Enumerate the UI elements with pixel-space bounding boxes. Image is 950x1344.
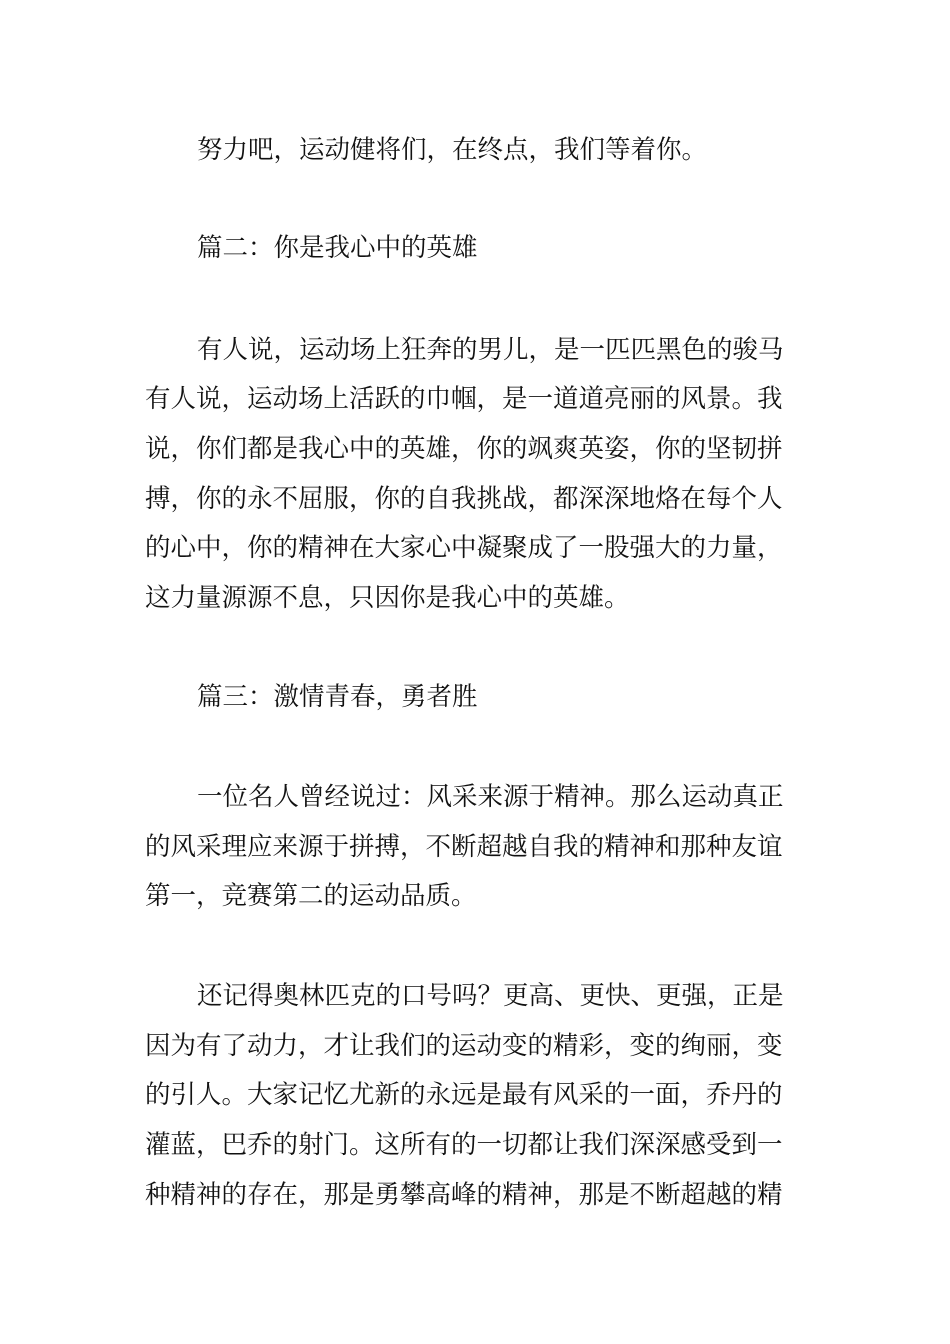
paragraph-line: 这力量源源不息，只因你是我心中的英雄。 [145, 583, 630, 613]
paragraph-line: 还记得奥林匹克的口号吗？更高、更快、更强，正是 [197, 981, 784, 1011]
paragraph-line: 的风采理应来源于拼搏，不断超越自我的精神和那种友谊 [145, 832, 783, 862]
paragraph-line: 有人说，运动场上活跃的巾帼，是一道道亮丽的风景。我 [145, 384, 783, 414]
paragraph-line: 灌蓝，巴乔的射门。这所有的一切都让我们深深感受到一 [145, 1130, 783, 1160]
paragraph-line: 的引人。大家记忆尤新的永远是最有风采的一面，乔丹的 [145, 1080, 783, 1110]
paragraph-line: 一位名人曾经说过：风采来源于精神。那么运动真正 [197, 782, 784, 812]
section-heading: 篇二：你是我心中的英雄 [197, 233, 478, 263]
section-heading: 篇三：激情青春，勇者胜 [197, 682, 478, 712]
paragraph-line: 有人说，运动场上狂奔的男儿，是一匹匹黑色的骏马 [197, 335, 784, 365]
paragraph-line: 搏，你的永不屈服，你的自我挑战，都深深地烙在每个人 [145, 484, 783, 514]
paragraph-line: 努力吧，运动健将们，在终点，我们等着你。 [197, 135, 708, 165]
paragraph-line: 种精神的存在，那是勇攀高峰的精神，那是不断超越的精 [145, 1180, 783, 1210]
paragraph-line: 说，你们都是我心中的英雄，你的飒爽英姿，你的坚韧拼 [145, 434, 783, 464]
paragraph-line: 的心中，你的精神在大家心中凝聚成了一股强大的力量， [145, 533, 783, 563]
paragraph-line: 因为有了动力，才让我们的运动变的精彩，变的绚丽，变 [145, 1031, 783, 1061]
paragraph-line: 第一，竞赛第二的运动品质。 [145, 881, 477, 911]
